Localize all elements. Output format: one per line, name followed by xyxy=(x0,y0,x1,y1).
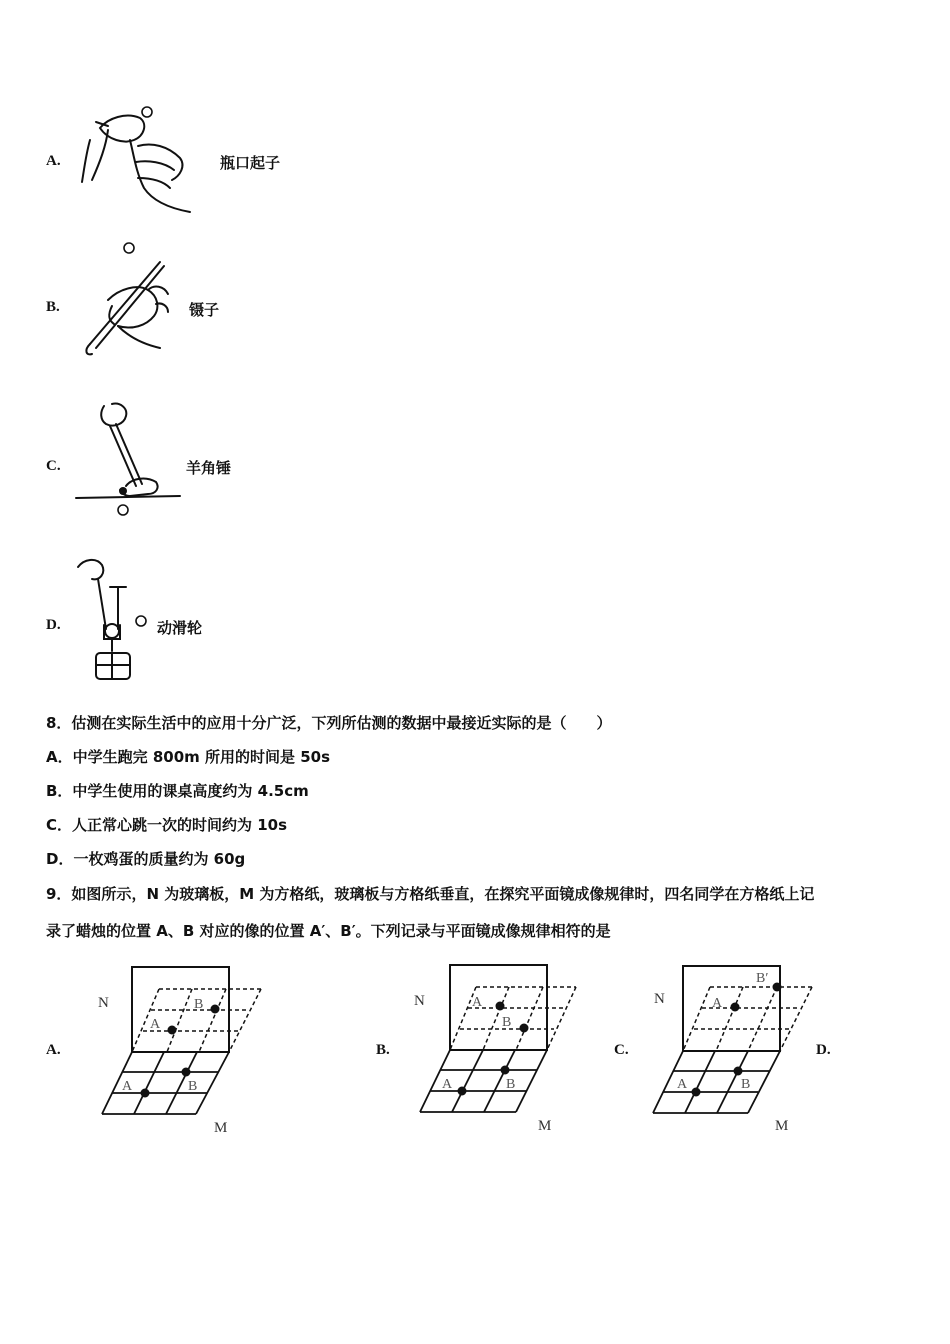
q7-option-a-label: 瓶口起子 xyxy=(220,154,281,172)
q9-figure-letter-c: C. xyxy=(614,1042,629,1058)
label-m: M xyxy=(538,1118,552,1134)
label-b-prime: B′ xyxy=(756,971,769,986)
q9-figure-letter-b: B. xyxy=(376,1042,390,1058)
label-a: A xyxy=(677,1077,688,1092)
mirror-figure-c xyxy=(640,960,830,1140)
q8-stem: 8．估测在实际生活中的应用十分广泛，下列所估测的数据中最接近实际的是（ ） xyxy=(46,714,612,732)
label-b-prime: B xyxy=(194,997,204,1012)
grid-paper-m xyxy=(420,1050,547,1112)
point-b xyxy=(734,1067,743,1076)
q8-option-c: C．人正常心跳一次的时间约为 10s xyxy=(46,816,288,834)
point-b xyxy=(182,1068,191,1077)
label-b: B xyxy=(741,1077,751,1092)
q9-stem-line2: 录了蜡烛的位置 A、B 对应的像的位置 A′、B′。下列记录与平面镜成像规律相符的是 xyxy=(46,922,611,940)
mirror-figure-a xyxy=(88,960,278,1140)
claw-hammer-illustration xyxy=(74,398,184,520)
label-a-prime: A xyxy=(150,1017,161,1032)
q7-option-c-label: 羊角锤 xyxy=(186,459,232,477)
label-m: M xyxy=(775,1118,789,1134)
grid-paper-m xyxy=(653,1051,780,1113)
point-b-prime xyxy=(211,1005,220,1014)
q9-figure-letter-a: A. xyxy=(46,1042,61,1058)
point-b-prime xyxy=(520,1024,529,1033)
q7-option-c-letter: C. xyxy=(46,458,61,474)
bottle-opener-illustration xyxy=(78,100,208,215)
point-b xyxy=(501,1066,510,1075)
label-b: B xyxy=(506,1077,516,1092)
q7-option-b-label: 镊子 xyxy=(189,301,220,319)
q7-option-d-label: 动滑轮 xyxy=(157,619,203,637)
point-b-prime xyxy=(773,983,782,992)
label-b-prime: B xyxy=(502,1015,512,1030)
label-a-prime: A xyxy=(472,995,483,1010)
label-n: N xyxy=(654,991,665,1007)
image-grid xyxy=(683,987,812,1051)
label-a-prime: A xyxy=(712,996,723,1011)
label-n: N xyxy=(414,993,425,1009)
q7-option-a-letter: A. xyxy=(46,153,61,169)
q7-option-b-letter: B. xyxy=(46,299,60,315)
point-a xyxy=(692,1088,701,1097)
point-a xyxy=(141,1089,150,1098)
q8-option-b: B．中学生使用的课桌高度约为 4.5cm xyxy=(46,782,309,800)
mirror-figure-b xyxy=(404,960,594,1140)
q9-stem-line1: 9．如图所示，N 为玻璃板，M 为方格纸，玻璃板与方格纸垂直，在探究平面镜成像规律时，四名同学在方格纸上记 xyxy=(46,885,815,903)
label-a: A xyxy=(122,1079,133,1094)
tweezers-illustration xyxy=(78,240,188,362)
q9-figure-letter-d: D. xyxy=(816,1042,831,1058)
movable-pulley-illustration xyxy=(70,555,160,687)
point-a-prime xyxy=(496,1002,505,1011)
q8-option-a: A．中学生跑完 800m 所用的时间是 50s xyxy=(46,748,331,766)
label-b: B xyxy=(188,1079,198,1094)
point-a-prime xyxy=(731,1003,740,1012)
label-n: N xyxy=(98,995,109,1011)
point-a xyxy=(458,1087,467,1096)
q8-option-d: D．一枚鸡蛋的质量约为 60g xyxy=(46,850,246,868)
point-a-prime xyxy=(168,1026,177,1035)
q7-option-d-letter: D. xyxy=(46,617,61,633)
label-a: A xyxy=(442,1077,453,1092)
label-m: M xyxy=(214,1120,228,1136)
image-grid xyxy=(450,987,576,1050)
